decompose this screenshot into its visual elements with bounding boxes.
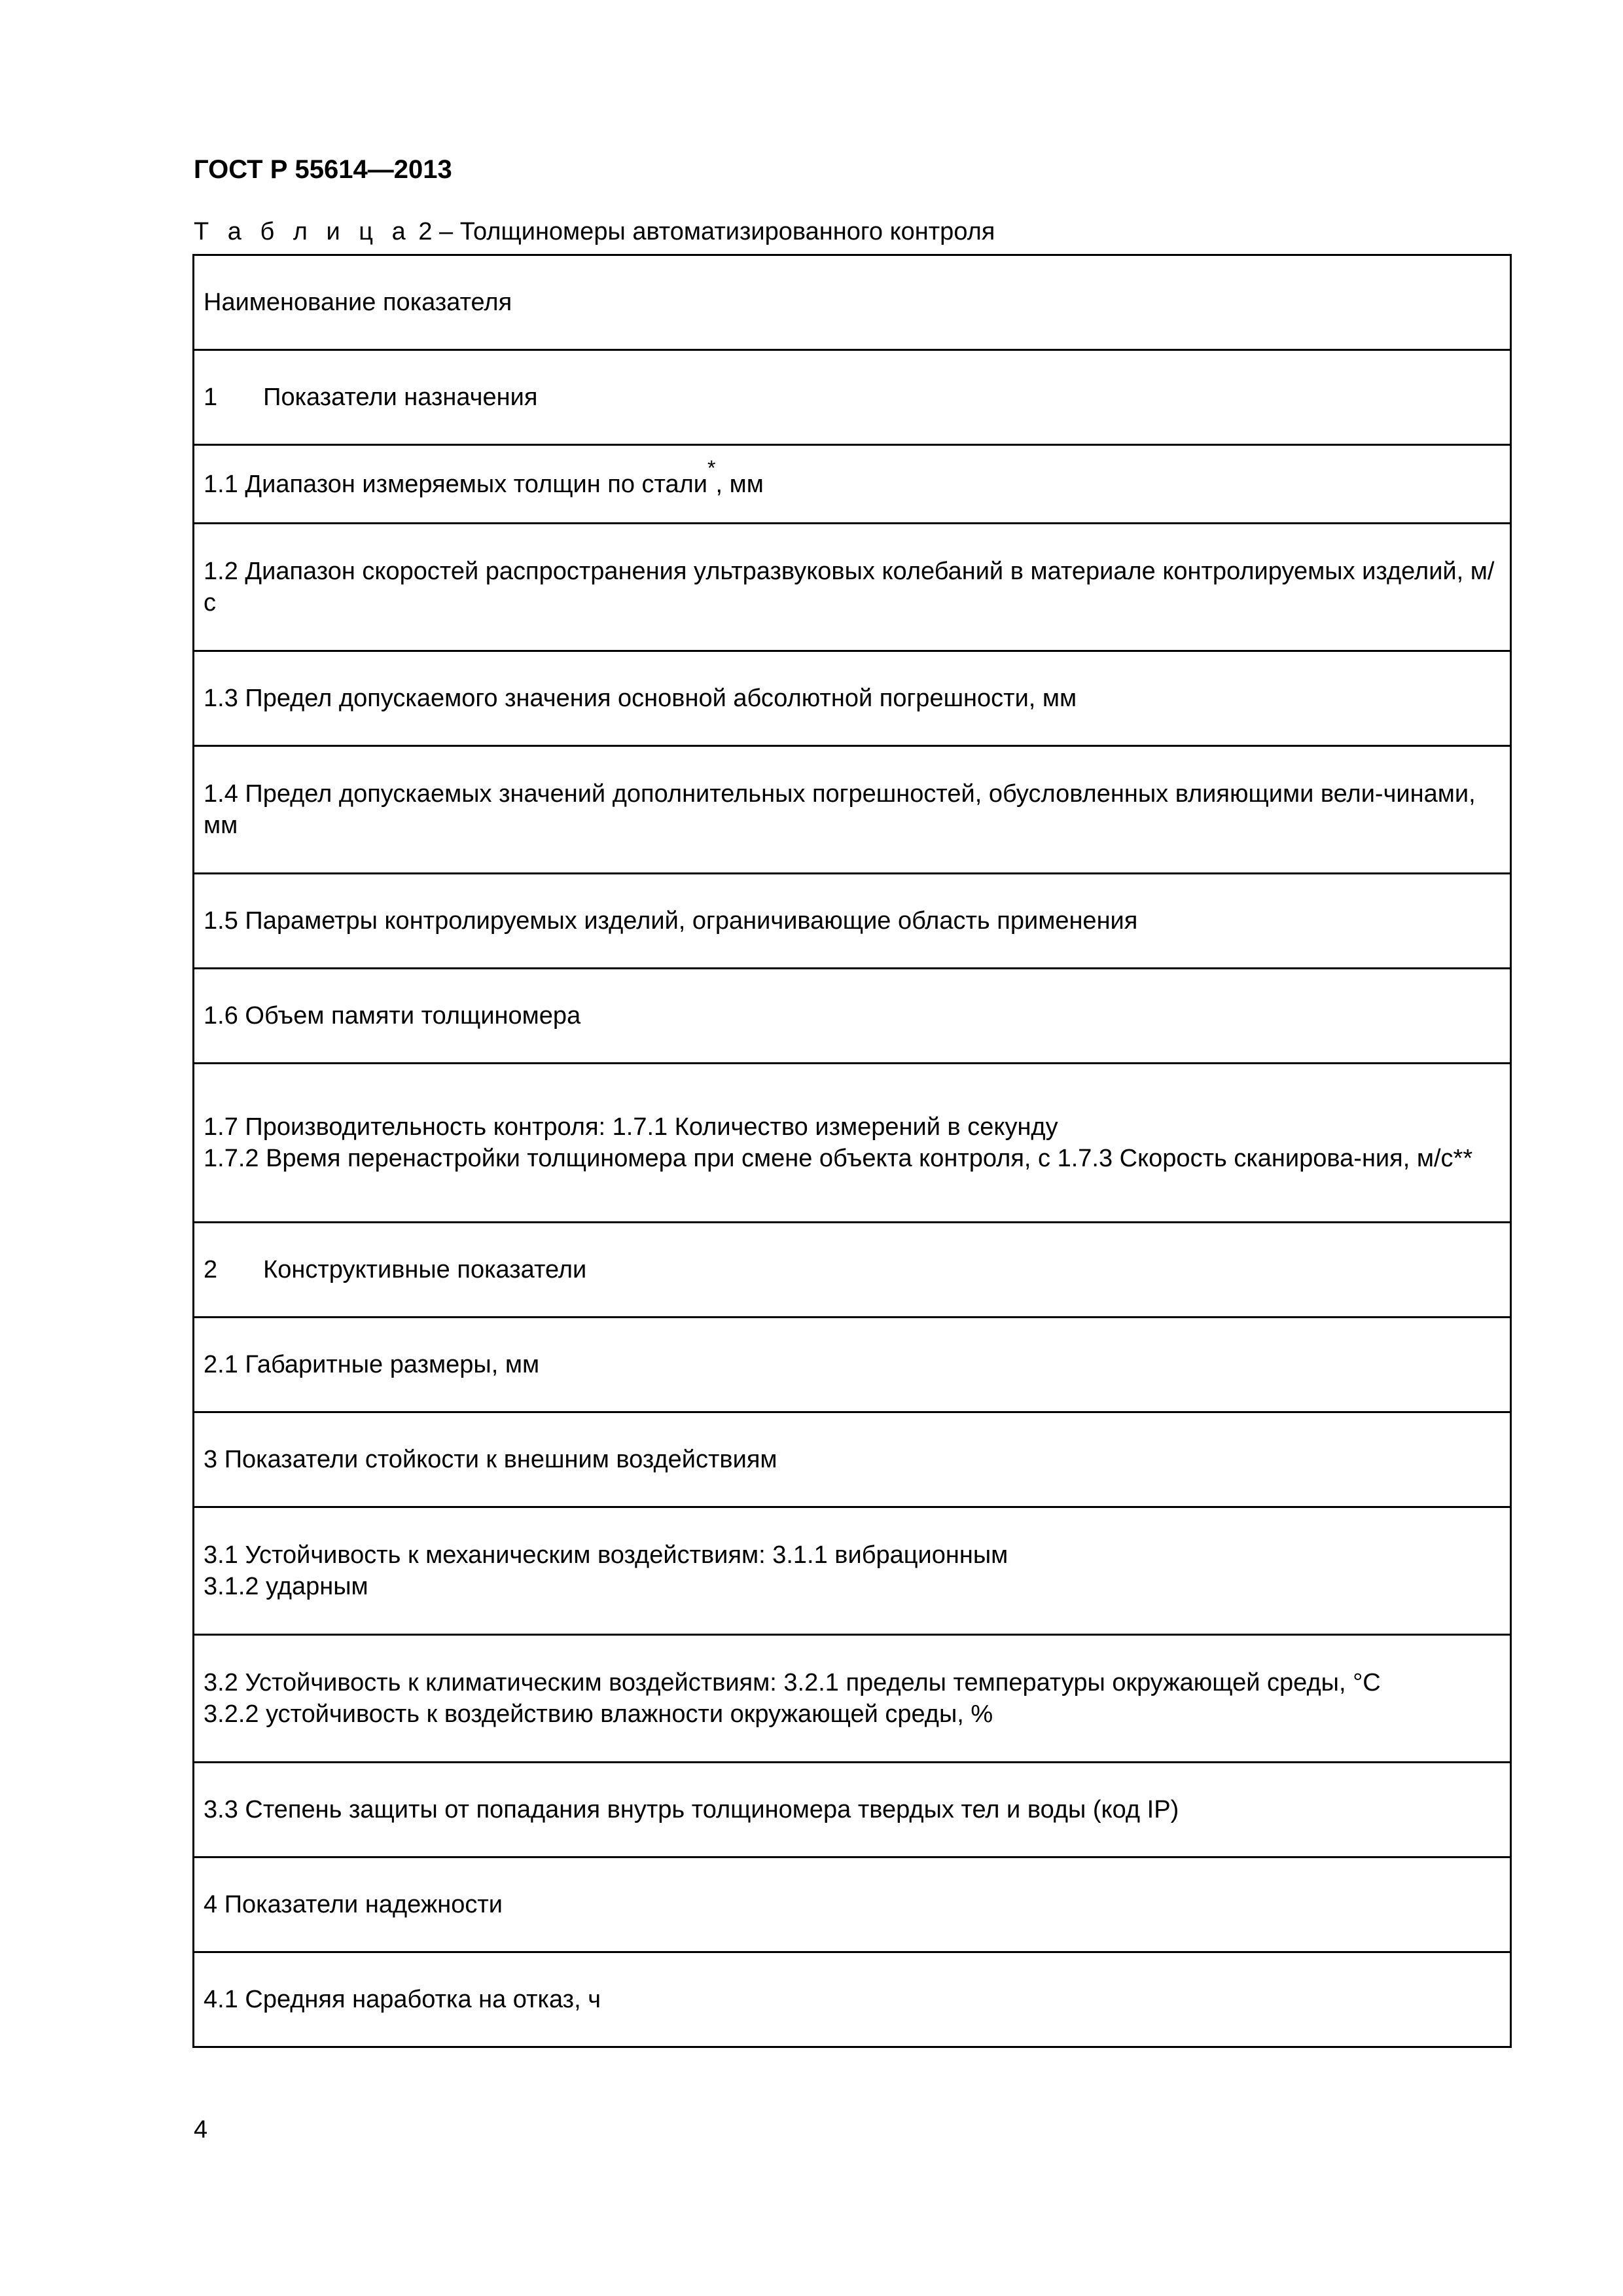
table-cell [194, 874, 1511, 969]
table-row [194, 1412, 1511, 1507]
table-caption-title: Толщиномеры автоматизированного контроля [459, 218, 995, 245]
table-caption [194, 216, 995, 247]
row-text-line-1: 3.1 Устойчивость к механическим воздействиям: 3.1.1 вибрационным [204, 1541, 1008, 1569]
row-text: 2.1 Габаритные размеры, мм [204, 1351, 540, 1378]
table-cell [194, 1507, 1511, 1635]
row-text: 4 Показатели надежности [204, 1891, 503, 1918]
row-text: 3.3 Степень защиты от попадания внутрь толщиномера твердых тел и воды (код IP) [204, 1796, 1179, 1823]
table-cell [194, 746, 1511, 874]
table-row [194, 1223, 1511, 1318]
table-cell [194, 350, 1511, 445]
table-cell [194, 1763, 1511, 1857]
table-caption-number: 2 [418, 218, 433, 245]
row-text: 4.1 Средняя наработка на отказ, ч [204, 1986, 601, 2013]
table-cell [194, 1223, 1511, 1318]
table-cell [194, 1635, 1511, 1763]
section-title: Конструктивные показатели [263, 1256, 587, 1283]
document-code: ГОСТ Р 55614—2013 [194, 155, 452, 184]
section-number: 1 [204, 384, 218, 411]
row-unit: , мм [715, 470, 764, 498]
table-row [194, 524, 1511, 651]
table-row [194, 1064, 1511, 1223]
table-row [194, 1857, 1511, 1952]
row-text-line-1: 1.7 Производительность контроля: 1.7.1 Количество измерений в секунду [204, 1113, 1058, 1141]
table-row [194, 1952, 1511, 2047]
row-text: 1.3 Предел допускаемого значения основной абсолютной погрешности, мм [204, 685, 1077, 712]
row-text: 1.5 Параметры контролируемых изделий, ограничивающие область применения [204, 907, 1138, 935]
row-text: 1.6 Объем памяти толщиномера [204, 1002, 581, 1030]
table-row [194, 1763, 1511, 1857]
table-header-cell [194, 255, 1511, 350]
table-cell [194, 651, 1511, 746]
table-row [194, 746, 1511, 874]
table-row [194, 874, 1511, 969]
table-cell [194, 445, 1511, 524]
row-text-line-2: 3.2.2 устойчивость к воздействию влажности окружающей среды, % [204, 1700, 993, 1728]
table-cell [194, 1857, 1511, 1952]
row-text: 3 Показатели стойкости к внешним воздействиям [204, 1446, 777, 1473]
table-cell [194, 1318, 1511, 1412]
row-text: 1.2 Диапазон скоростей распространения ультразвуковых колебаний в материале контролируемых изделий, м/с [204, 558, 1495, 617]
indicators-table [192, 254, 1512, 2048]
table-cell [194, 1412, 1511, 1507]
row-text-line-2: 3.1.2 ударным [204, 1573, 368, 1600]
page-number: 4 [194, 2116, 208, 2144]
row-text: 1.1 Диапазон измеряемых толщин по стали [204, 470, 708, 498]
table-row [194, 445, 1511, 524]
row-text: 1.4 Предел допускаемых значений дополнительных погрешностей, обусловленных влияющими вели-чинами, мм [204, 780, 1476, 839]
table-cell [194, 524, 1511, 651]
table-caption-label: Т а б л и ц а [194, 218, 412, 245]
table-row [194, 1318, 1511, 1412]
table-cell [194, 969, 1511, 1064]
table-header-text: Наименование показателя [204, 289, 512, 316]
table-row [194, 651, 1511, 746]
row-text-line-2: 1.7.2 Время перенастройки толщиномера при смене объекта контроля, с 1.7.3 Скорость сканирова-ния, м/с** [204, 1145, 1473, 1172]
table-cell [194, 1952, 1511, 2047]
table-row [194, 1635, 1511, 1763]
table-caption-dash: – [439, 218, 454, 245]
table-row [194, 969, 1511, 1064]
footnote-marker: * [707, 456, 716, 480]
table-row [194, 350, 1511, 445]
table-row [194, 1507, 1511, 1635]
section-number: 2 [204, 1256, 218, 1283]
table-cell [194, 1064, 1511, 1223]
row-text-line-1: 3.2 Устойчивость к климатическим воздействиям: 3.2.1 пределы температуры окружающей среды, °С [204, 1669, 1381, 1696]
section-title: Показатели назначения [263, 384, 538, 411]
table-header-row [194, 255, 1511, 350]
